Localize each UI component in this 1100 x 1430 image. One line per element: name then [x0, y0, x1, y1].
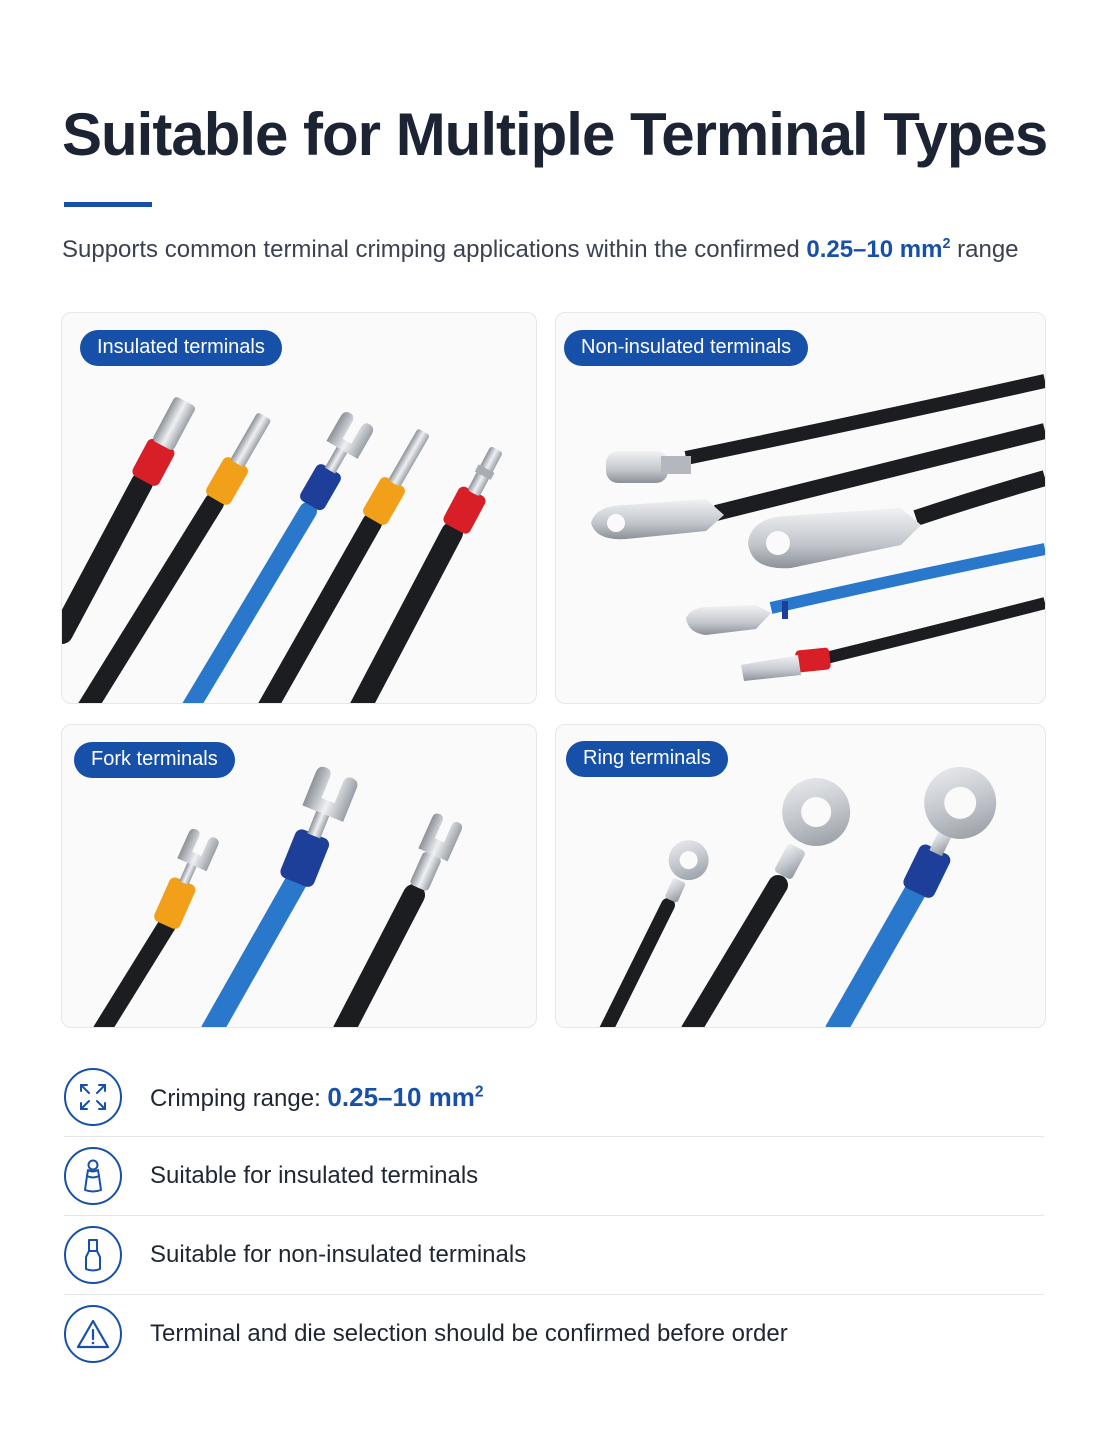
insulated-terminal-icon: [64, 1147, 122, 1205]
feature-non-insulated-text: Suitable for non-insulated terminals: [150, 1241, 527, 1268]
feature-crimping-range-value: [327, 1082, 483, 1112]
card-label-fork: Fork terminals: [74, 742, 235, 778]
subtitle-range-sup: 2: [942, 236, 951, 252]
subtitle-text: Supports common terminal crimping applications within the confirmed: [62, 236, 800, 263]
card-ring-terminals: [555, 724, 1046, 1028]
card-insulated-terminals: [61, 312, 537, 704]
crimping-range-number: 0.25–10 mm: [327, 1081, 475, 1112]
subtitle-range: [806, 236, 950, 263]
page-title: Suitable for Multiple Terminal Types: [62, 101, 1048, 168]
feature-non-insulated: [64, 1216, 1044, 1295]
feature-insulated-text: Suitable for insulated terminals: [150, 1162, 479, 1189]
card-label-insulated: Insulated terminals: [80, 330, 282, 366]
insulated-terminals-photo: [62, 313, 536, 703]
feature-warning-text: Terminal and die selection should be confirmed before order: [150, 1320, 788, 1347]
card-non-insulated-terminals: [555, 312, 1046, 704]
expand-arrows-icon: [64, 1068, 122, 1126]
warning-icon: [64, 1305, 122, 1363]
feature-insulated: [64, 1137, 1044, 1216]
subtitle-range-value: 0.25–10 mm: [806, 236, 943, 263]
feature-list: [64, 1058, 1044, 1373]
feature-warning: [64, 1295, 1044, 1373]
non-insulated-terminal-icon: [64, 1226, 122, 1284]
feature-crimping-range-text: [150, 1082, 484, 1113]
feature-crimping-range-label: Crimping range:: [150, 1084, 321, 1112]
title-underline: [64, 202, 152, 207]
subtitle-suffix: range: [957, 236, 1019, 263]
page-subtitle: [62, 236, 1019, 264]
non-insulated-terminals-photo: [556, 313, 1045, 703]
feature-crimping-range: [64, 1058, 1044, 1137]
card-fork-terminals: [61, 724, 537, 1028]
card-label-ring: Ring terminals: [566, 741, 728, 777]
card-label-non-insulated: Non-insulated terminals: [564, 330, 808, 366]
crimping-range-sup: 2: [474, 1082, 484, 1100]
